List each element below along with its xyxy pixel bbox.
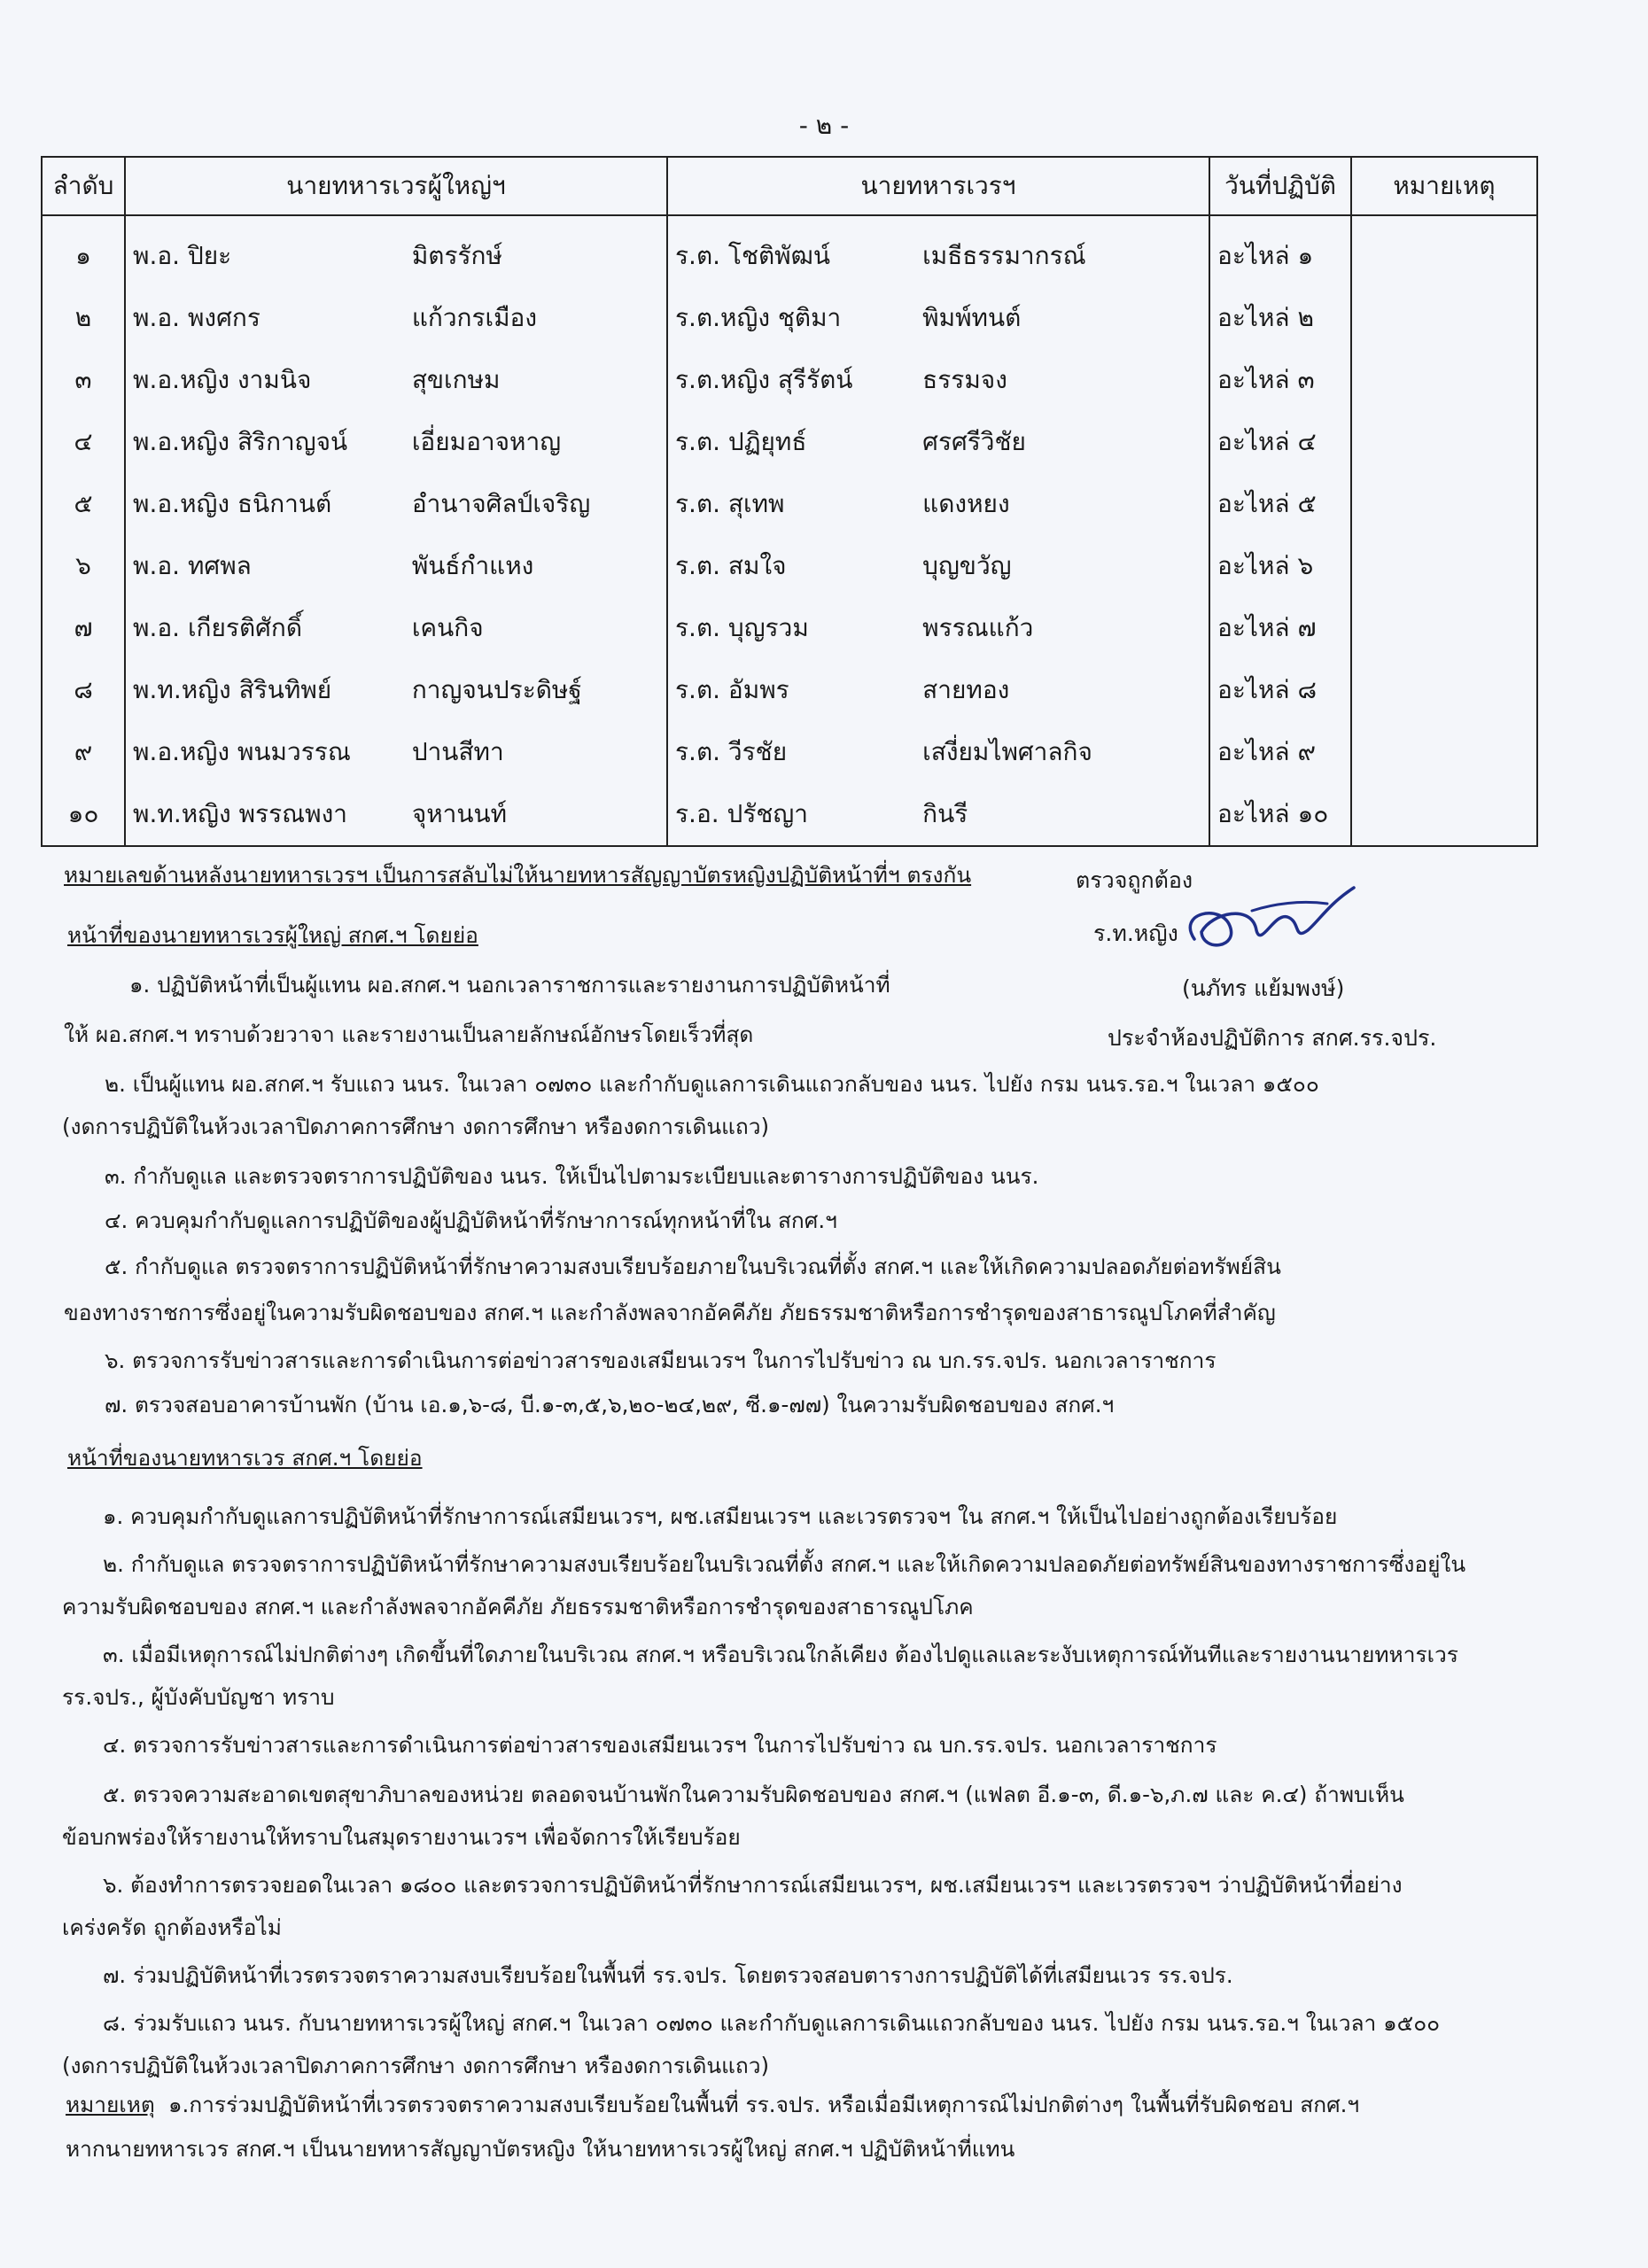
senior-officer-name: พ.อ.หญิง งามนิจ [133, 365, 312, 394]
senior-officer-cell [125, 783, 667, 846]
senior-duties-line: ๕. กำกับดูแล ตรวจตราการปฏิบัติหน้าที่รักษาความสงบเรียบร้อยภายในบริเวณที่ตั้ง สกศ.ฯ และให้เกิดความปลอดภัยต่อทรัพย์สิน [105, 1254, 1281, 1279]
table-row [42, 215, 1537, 287]
duty-date-cell: อะไหล่ ๑ [1209, 215, 1351, 287]
remark-line-2: หากนายทหารเวร สกศ.ฯ เป็นนายทหารสัญญาบัตรหญิง ให้นายทหารเวรผู้ใหญ่ สกศ.ฯ ปฏิบัติหน้าที่แทน [66, 2136, 1015, 2162]
officer-duties-line: ๕. ตรวจความสะอาดเขตสุขาภิบาลของหน่วย ตลอดจนบ้านพักในความรับผิดชอบของ สกศ.ฯ (แฟลต อี.๑-๓, ดี.๑-๖,ภ.๗ และ ค.๔) ถ้าพบเห็น [103, 1782, 1404, 1807]
officer-duties-line: (งดการปฏิบัติในห้วงเวลาปิดภาคการศึกษา งดการศึกษา หรืองดการเดินแถว) [62, 2053, 770, 2078]
remarks-cell [1351, 535, 1537, 597]
verified-label: ตรวจถูกต้อง [1076, 867, 1193, 893]
duty-officer-name: ร.อ. ปรัชญา [675, 799, 808, 828]
header-order: ลำดับ [42, 157, 125, 215]
duty-officer-cell [667, 287, 1209, 349]
officer-duties-line: เคร่งครัด ถูกต้องหรือไม่ [62, 1915, 282, 1940]
senior-officer-surname: กาญจนประดิษฐ์ [411, 675, 582, 704]
duty-officer-surname: เมธีธรรมากรณ์ [922, 241, 1086, 270]
senior-duties-line: (งดการปฏิบัติในห้วงเวลาปิดภาคการศึกษา งดการศึกษา หรืองดการเดินแถว) [62, 1114, 770, 1139]
row-order: ๘ [42, 659, 125, 721]
table-row [42, 411, 1537, 473]
row-order: ๒ [42, 287, 125, 349]
duty-officer-cell [667, 535, 1209, 597]
duty-officer-surname: พรรณแก้ว [922, 613, 1034, 642]
officer-duties-line: รร.จปร., ผู้บังคับบัญชา ทราบ [62, 1684, 335, 1710]
duty-officer-cell [667, 215, 1209, 287]
remarks-cell [1351, 349, 1537, 411]
duty-date-cell: อะไหล่ ๒ [1209, 287, 1351, 349]
senior-officer-name: พ.อ.หญิง พนมวรรณ [133, 737, 351, 766]
duty-officer-surname: แดงหยง [922, 489, 1010, 518]
row-order: ๑๐ [42, 783, 125, 846]
senior-duties-heading: หน้าที่ของนายทหารเวรผู้ใหญ่ สกศ.ฯ โดยย่อ [67, 922, 478, 948]
duty-officer-name: ร.ต. สมใจ [675, 551, 787, 580]
duty-date-cell: อะไหล่ ๗ [1209, 597, 1351, 659]
senior-officer-cell [125, 287, 667, 349]
senior-officer-cell [125, 473, 667, 535]
remarks-cell [1351, 473, 1537, 535]
duty-officer-name: ร.ต. วีรชัย [675, 737, 788, 766]
officer-duties-line: ๒. กำกับดูแล ตรวจตราการปฏิบัติหน้าที่รักษาความสงบเรียบร้อยในบริเวณที่ตั้ง สกศ.ฯ และให้เกิดความปลอดภัยต่อทรัพย์สินของทางราชการซึ่งอยู่ใน [103, 1551, 1466, 1577]
duty-officer-name: ร.ต. สุเทพ [675, 489, 785, 518]
senior-officer-surname: อำนาจศิลป์เจริญ [411, 489, 591, 518]
table-body [42, 215, 1537, 846]
duty-officer-surname: ธรรมจง [922, 365, 1007, 394]
officer-duties-heading: หน้าที่ของนายทหารเวร สกศ.ฯ โดยย่อ [67, 1445, 423, 1471]
duty-date-cell: อะไหล่ ๔ [1209, 411, 1351, 473]
duty-date-cell: อะไหล่ ๓ [1209, 349, 1351, 411]
senior-officer-cell [125, 597, 667, 659]
senior-officer-surname: พันธ์กำแหง [411, 551, 534, 580]
senior-officer-surname: แก้วกรเมือง [411, 303, 538, 332]
officer-duties-line: ความรับผิดชอบของ สกศ.ฯ และกำลังพลจากอัคคีภัย ภัยธรรมชาติหรือการชำรุดของสาธารณูปโภค [62, 1594, 974, 1619]
duty-roster-table [41, 156, 1538, 847]
row-order: ๓ [42, 349, 125, 411]
duty-officer-name: ร.ต. อัมพร [675, 675, 789, 704]
duty-officer-cell [667, 659, 1209, 721]
duty-officer-cell [667, 721, 1209, 783]
duty-officer-surname: สายทอง [922, 675, 1010, 704]
table-row [42, 287, 1537, 349]
duty-officer-cell [667, 349, 1209, 411]
senior-officer-name: พ.อ.หญิง สิริกาญจน์ [133, 427, 348, 456]
table-row [42, 473, 1537, 535]
duty-officer-surname: พิมพ์ทนต์ [922, 303, 1022, 332]
header-duty-date: วันที่ปฏิบัติ [1209, 157, 1351, 215]
row-order: ๗ [42, 597, 125, 659]
row-order: ๕ [42, 473, 125, 535]
senior-officer-surname: ปานสีทา [411, 737, 504, 766]
senior-officer-surname: มิตรรักษ์ [411, 241, 502, 270]
senior-officer-name: พ.อ. พงศกร [133, 303, 260, 332]
duty-date-cell: อะไหล่ ๖ [1209, 535, 1351, 597]
handwritten-signature [1097, 877, 1363, 957]
senior-duties-line: ๔. ควบคุมกำกับดูแลการปฏิบัติของผู้ปฏิบัติหน้าที่รักษาการณ์ทุกหน้าที่ใน สกศ.ฯ [105, 1208, 837, 1233]
officer-duties-line: ๓. เมื่อมีเหตุการณ์ไม่ปกติต่างๆ เกิดขึ้นที่ใดภายในบริเวณ สกศ.ฯ หรือบริเวณใกล้เคียง ต้องไปดูแลและระงับเหตุการณ์ทันทีและรายงานนายทหารเวร [103, 1642, 1458, 1667]
senior-officer-name: พ.ท.หญิง สิรินทิพย์ [133, 675, 332, 704]
duty-officer-name: ร.ต. โชติพัฒน์ [675, 241, 831, 270]
signer-rank: ร.ท.หญิง [1093, 920, 1178, 946]
signer-name: (นภัทร แย้มพงษ์) [1182, 975, 1345, 1001]
remarks-cell [1351, 215, 1537, 287]
table-footnote: หมายเลขด้านหลังนายทหารเวรฯ เป็นการสลับไม่ให้นายทหารสัญญาบัตรหญิงปฏิบัติหน้าที่ฯ ตรงกัน [64, 862, 972, 888]
remarks-cell [1351, 783, 1537, 846]
signer-position: ประจำห้องปฏิบัติการ สกศ.รร.จปร. [1108, 1025, 1437, 1051]
remark-label: หมายเหตุ [66, 2092, 155, 2117]
duty-officer-cell [667, 473, 1209, 535]
duty-officer-surname: เสงี่ยมไพศาลกิจ [922, 737, 1092, 766]
duty-date-cell: อะไหล่ ๘ [1209, 659, 1351, 721]
senior-officer-surname: สุขเกษม [411, 365, 501, 394]
remarks-cell [1351, 287, 1537, 349]
table-row [42, 721, 1537, 783]
senior-duties-line: ๓. กำกับดูแล และตรวจตราการปฏิบัติของ นนร. ให้เป็นไปตามระเบียบและตารางการปฏิบัติของ นนร. [105, 1163, 1039, 1189]
senior-duties-line: ๑. ปฏิบัติหน้าที่เป็นผู้แทน ผอ.สกศ.ฯ นอกเวลาราชการและรายงานการปฏิบัติหน้าที่ [129, 972, 890, 998]
senior-officer-cell [125, 349, 667, 411]
row-order: ๔ [42, 411, 125, 473]
senior-officer-cell [125, 535, 667, 597]
senior-officer-surname: เอี่ยมอาจหาญ [411, 427, 562, 456]
duty-date-cell: อะไหล่ ๙ [1209, 721, 1351, 783]
duty-officer-surname: บุญขวัญ [922, 551, 1012, 580]
senior-officer-name: พ.ท.หญิง พรรณพงา [133, 799, 347, 828]
senior-officer-cell [125, 659, 667, 721]
senior-officer-surname: เคนกิจ [411, 613, 484, 642]
duty-officer-name: ร.ต. ปฏิยุทธ์ [675, 427, 807, 456]
senior-officer-cell [125, 411, 667, 473]
table-row [42, 535, 1537, 597]
remarks-cell [1351, 597, 1537, 659]
senior-officer-name: พ.อ. ปิยะ [133, 241, 232, 270]
remarks-cell [1351, 411, 1537, 473]
officer-duties-line: ๔. ตรวจการรับข่าวสารและการดำเนินการต่อข่าวสารของเสมียนเวรฯ ในการไปรับข่าว ณ บก.รร.จปร. นอกเวลาราชการ [103, 1732, 1217, 1758]
duty-date-cell: อะไหล่ ๑๐ [1209, 783, 1351, 846]
senior-duties-line: ๒. เป็นผู้แทน ผอ.สกศ.ฯ รับแถว นนร. ในเวลา ๐๗๓๐ และกำกับดูแลการเดินแถวกลับของ นนร. ไปยัง กรม นนร.รอ.ฯ ในเวลา ๑๕๐๐ [105, 1071, 1319, 1097]
senior-duties-line: ๖. ตรวจการรับข่าวสารและการดำเนินการต่อข่าวสารของเสมียนเวรฯ ในการไปรับข่าว ณ บก.รร.จปร. นอกเวลาราชการ [105, 1348, 1217, 1373]
table-row [42, 659, 1537, 721]
duty-officer-cell [667, 411, 1209, 473]
header-remarks: หมายเหตุ [1351, 157, 1537, 215]
duty-officer-name: ร.ต.หญิง ชุติมา [675, 303, 842, 332]
table-row [42, 597, 1537, 659]
duty-officer-surname: ศรศรีวิชัย [922, 427, 1026, 456]
duty-officer-name: ร.ต. บุญรวม [675, 613, 809, 642]
table-row [42, 783, 1537, 846]
senior-officer-name: พ.อ. เกียรติศักดิ์ [133, 613, 303, 642]
senior-duties-line: ๗. ตรวจสอบอาคารบ้านพัก (บ้าน เอ.๑,๖-๘, บี.๑-๓,๕,๖,๒๐-๒๔,๒๙, ซี.๑-๗๗) ในความรับผิดชอบของ สกศ.ฯ [105, 1392, 1115, 1418]
duty-officer-cell [667, 597, 1209, 659]
remark-line-1: ๑.การร่วมปฏิบัติหน้าที่เวรตรวจตราความสงบเรียบร้อยในพื้นที่ รร.จปร. หรือเมื่อมีเหตุการณ์ไม่ปกติต่างๆ ในพื้นที่รับผิดชอบ สกศ.ฯ [168, 2092, 1360, 2117]
header-duty-officer: นายทหารเวรฯ [667, 157, 1209, 215]
row-order: ๙ [42, 721, 125, 783]
duty-officer-surname: กินรี [922, 799, 968, 828]
senior-duties-line: ให้ ผอ.สกศ.ฯ ทราบด้วยวาจา และรายงานเป็นลายลักษณ์อักษรโดยเร็วที่สุด [64, 1021, 754, 1047]
duty-date-cell: อะไหล่ ๕ [1209, 473, 1351, 535]
page-number: - ๒ - [798, 111, 850, 140]
row-order: ๖ [42, 535, 125, 597]
officer-duties-line: ๘. ร่วมรับแถว นนร. กับนายทหารเวรผู้ใหญ่ สกศ.ฯ ในเวลา ๐๗๓๐ และกำกับดูแลการเดินแถวกลับของ นนร. ไปยัง กรม นนร.รอ.ฯ ในเวลา ๑๕๐๐ [103, 2010, 1441, 2036]
officer-duties-line: ๖. ต้องทำการตรวจยอดในเวลา ๑๘๐๐ และตรวจการปฏิบัติหน้าที่รักษาการณ์เสมียนเวรฯ, ผช.เสมียนเวรฯ และเวรตรวจฯ ว่าปฏิบัติหน้าที่อย่าง [103, 1872, 1403, 1898]
senior-officer-name: พ.อ.หญิง ธนิกานต์ [133, 489, 332, 518]
remarks-cell [1351, 659, 1537, 721]
officer-duties-line: ๗. ร่วมปฏิบัติหน้าที่เวรตรวจตราความสงบเรียบร้อยในพื้นที่ รร.จปร. โดยตรวจสอบตารางการปฏิบัติได้ที่เสมียนเวร รร.จปร. [103, 1962, 1233, 1988]
senior-officer-surname: จุหานนท์ [411, 799, 508, 828]
senior-officer-name: พ.อ. ทศพล [133, 551, 252, 580]
officer-duties-line: ๑. ควบคุมกำกับดูแลการปฏิบัติหน้าที่รักษาการณ์เสมียนเวรฯ, ผช.เสมียนเวรฯ และเวรตรวจฯ ใน สกศ.ฯ ให้เป็นไปอย่างถูกต้องเรียบร้อย [103, 1503, 1338, 1529]
row-order: ๑ [42, 215, 125, 287]
officer-duties-line: ข้อบกพร่องให้รายงานให้ทราบในสมุดรายงานเวรฯ เพื่อจัดการให้เรียบร้อย [62, 1824, 741, 1850]
senior-officer-cell [125, 721, 667, 783]
senior-officer-cell [125, 215, 667, 287]
table-header-row [42, 157, 1537, 215]
header-senior-officer: นายทหารเวรผู้ใหญ่ฯ [125, 157, 667, 215]
duty-officer-name: ร.ต.หญิง สุรีรัตน์ [675, 365, 853, 394]
remarks-cell [1351, 721, 1537, 783]
duty-officer-cell [667, 783, 1209, 846]
senior-duties-line: ของทางราชการซึ่งอยู่ในความรับผิดชอบของ สกศ.ฯ และกำลังพลจากอัคคีภัย ภัยธรรมชาติหรือการชำรุดของสาธารณูปโภคที่สำคัญ [64, 1300, 1276, 1325]
table-row [42, 349, 1537, 411]
